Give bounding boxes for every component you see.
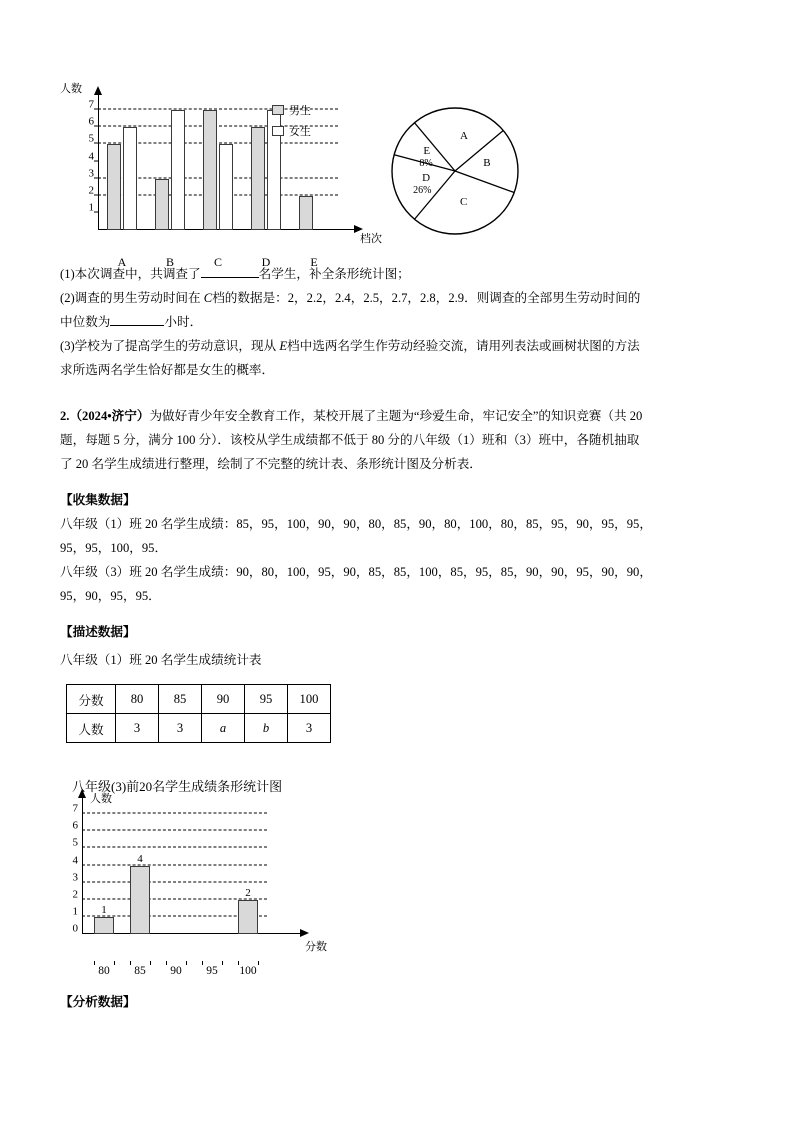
bar-chart-2-y-tick-1: 1 (72, 905, 78, 918)
bar-chart-1-bar-male-E (299, 196, 313, 230)
bar-chart-2-x-axis-arrow (300, 929, 309, 937)
q2-class1-data-line1: 八年级（1）班 20 名学生成绩：85，95，100，90，90，80，85，90，80，100，80，85，95，90，95，95， (60, 517, 652, 531)
bar-chart-2-x-tickmark (166, 961, 167, 965)
q1-part2-line1 (60, 286, 736, 310)
pie-slice-label-E: E (423, 145, 431, 158)
table-cell-count-3: b (245, 714, 288, 743)
table-cell-score-2: 90 (202, 685, 245, 714)
table-cell-count-1: 3 (159, 714, 202, 743)
bar-chart-2-category-100: 100 (239, 965, 257, 977)
q1-part3-line1 (60, 334, 736, 358)
q1-part2-prefix: (2)调查的男生劳动时间在 (60, 291, 204, 305)
pie-slice-label-C: C (459, 196, 468, 209)
legend-label-female: 女生 (289, 125, 311, 138)
bar-chart-2-x-tickmark (114, 961, 115, 965)
bar-chart-2-category-85: 85 (134, 965, 146, 977)
bar-chart-2-gridline (82, 881, 267, 882)
table-header-score: 分数 (67, 685, 116, 714)
bar-chart-2-category-95: 95 (206, 965, 218, 977)
q2-body-line2: 题，每题 5 分，满分 100 分）．该校从学生成绩都不低于 80 分的八年级（1）班和（3）班中，各随机抽取 (60, 433, 640, 447)
bar-chart-1-y-tick-4: 4 (88, 150, 94, 163)
bar-chart-2-y-tick-6: 6 (72, 819, 78, 832)
bar-chart-2-gridline (82, 864, 267, 865)
bar-chart-1-category-E: E (310, 255, 318, 269)
q1-part2-median-prefix: 中位数为 (60, 315, 111, 329)
q1-part2-blank (110, 325, 164, 326)
table-cell-count-4: 3 (288, 714, 331, 743)
q2-section-analyze-data: 【分析数据】 (60, 995, 136, 1009)
bar-chart-2-y-tick-4: 4 (72, 854, 78, 867)
table-cell-count-0: 3 (116, 714, 159, 743)
bar-chart-2-value-label-100: 2 (245, 886, 251, 899)
legend-swatch-female-icon (272, 126, 284, 136)
bar-chart-1-y-tickmark (94, 194, 98, 195)
table-header-count: 人数 (67, 714, 116, 743)
bar-chart-1-bar-male-A (107, 144, 121, 230)
q2-section-describe-data: 【描述数据】 (60, 625, 136, 639)
table-row-counts (67, 714, 331, 743)
bar-chart-2-gridline (82, 830, 267, 831)
bar-chart-2-value-label-80: 1 (101, 903, 107, 916)
table-cell-score-1: 85 (159, 685, 202, 714)
bar-chart-2-x-tickmark (186, 961, 187, 965)
pie-slice-label-B: B (483, 157, 491, 170)
q2-class3-data-line2: 95，90，95，95． (60, 589, 161, 603)
bar-chart-2-gridline (82, 813, 267, 814)
bar-chart-1-y-axis-arrow (94, 86, 102, 95)
table-cell-score-0: 80 (116, 685, 159, 714)
bar-chart-1-bar-male-D (251, 127, 265, 230)
q1-part1-suffix: 名学生，补全条形统计图； (258, 267, 410, 281)
bar-chart-1-legend (272, 102, 311, 144)
bar-chart-2-value-label-85: 4 (137, 852, 143, 865)
bar-chart-2-x-tickmark (130, 961, 131, 965)
bar-chart-1-category-A: A (117, 255, 127, 269)
bar-chart-2-bar-100 (238, 900, 258, 934)
q2-table-caption: 八年级（1）班 20 名学生成绩统计表 (60, 653, 262, 667)
q1-part3-line2: 求所选两名学生恰好都是女生的概率． (60, 363, 275, 377)
q1-part2-grade-letter: C (203, 291, 213, 305)
bar-chart-2-y-tick-7: 7 (72, 802, 78, 815)
q1-part2-median-suffix: 小时． (164, 315, 203, 329)
q1-part3-grade-letter: E (279, 339, 288, 353)
bar-chart-1-y-tickmark (94, 160, 98, 161)
legend-label-male: 男生 (289, 104, 311, 117)
bar-chart-2-category-90: 90 (170, 965, 182, 977)
bar-chart-2-category-80: 80 (98, 965, 110, 977)
q2-source: （2024•济宁） (69, 409, 150, 423)
table-cell-score-4: 100 (288, 685, 331, 714)
figure-row-top (60, 78, 740, 269)
q2-heading-line1 (60, 404, 736, 428)
table-cell-score-3: 95 (245, 685, 288, 714)
bar-chart-2-y-axis-label: 人数 (90, 792, 112, 805)
bar-chart-1-y-tickmark (94, 126, 98, 127)
bar-chart-1-category-B: B (165, 255, 175, 269)
bar-chart-2-x-tickmark (258, 961, 259, 965)
bar-chart-1-y-tickmark (94, 211, 98, 212)
bar-chart-2-y-tick-5: 5 (72, 836, 78, 849)
legend-item-female (272, 123, 311, 139)
q2-body-line3: 了 20 名学生成绩进行整理，绘制了不完整的统计表、条形统计图及分析表． (60, 457, 482, 471)
bar-chart-1-y-tick-7: 7 (88, 98, 94, 111)
bar-chart-1-y-tickmark (94, 109, 98, 110)
bar-chart-1-bar-male-C (203, 110, 217, 230)
bar-chart-2-y-tick-2: 2 (72, 888, 78, 901)
q1-part2-rest: 档的数据是：2，2.2，2.4，2.5，2.7，2.8，2.9．则调查的全部男生劳动时间的 (212, 291, 641, 305)
bar-chart-2-x-axis-label: 分数 (305, 940, 327, 953)
bar-chart-1-y-tick-3: 3 (88, 167, 94, 180)
bar-chart-1-bar-female-C (219, 144, 233, 230)
bar-chart-1-bar-female-B (171, 110, 185, 230)
bar-chart-2-gridline (82, 847, 267, 848)
bar-chart-1-bar-male-B (155, 179, 169, 230)
pie-chart-svg (390, 106, 520, 236)
pie-slice-label-A: A (459, 129, 468, 142)
bar-chart-1-y-tick-5: 5 (88, 132, 94, 145)
q1-part1-blank (201, 277, 259, 278)
pie-slice-percent-D: 26% (413, 185, 432, 197)
bar-chart-1-y-tick-6: 6 (88, 115, 94, 128)
bar-chart-2-title: 八年级(3)前20名学生成绩条形统计图 (72, 779, 283, 794)
bar-chart-1-category-D: D (261, 255, 271, 269)
bar-chart-2-bar-80 (94, 917, 114, 934)
bar-chart-1-category-C: C (213, 255, 223, 269)
bar-chart-1-y-tickmark (94, 143, 98, 144)
bar-chart-2-bar-85 (130, 866, 150, 934)
bar-chart-1-y-tick-1: 1 (88, 201, 94, 214)
pie-slice-label-D: D (422, 172, 431, 185)
q1-part1 (60, 262, 736, 286)
q2-class3-data-line1: 八年级（3）班 20 名学生成绩：90，80，100，95，90，85，85，100，85，95，85，90，90，95，90，90， (60, 565, 652, 579)
bar-chart-1-bar-female-A (123, 127, 137, 230)
q2-body-line1: 为做好青少年安全教育工作，某校开展了主题为“珍爱生命，牢记安全”的知识竞赛（共 20 (149, 409, 643, 423)
table-cell-count-2: a (202, 714, 245, 743)
bar-chart-2-plot-area (72, 802, 282, 977)
bar-chart-2-y-tick-3: 3 (72, 871, 78, 884)
q2-class1-data-line2: 95，95，100，95． (60, 541, 168, 555)
q1-part3-rest: 档中选两名学生作劳动经验交流，请用列表法或画树状图的方法 (287, 339, 640, 353)
q2-section-collect-data: 【收集数据】 (60, 493, 136, 507)
bar-chart-1-x-axis-label: 档次 (360, 232, 382, 245)
bar-chart-1-y-tickmark (94, 177, 98, 178)
bar-chart-2-y-axis-arrow (78, 789, 86, 798)
bar-chart-class3-scores (60, 776, 390, 981)
table-row-scores (67, 685, 331, 714)
bar-chart-2-y-tick-0: 0 (72, 922, 78, 935)
legend-swatch-male-icon (272, 105, 284, 115)
bar-chart-2-x-tickmark (222, 961, 223, 965)
bar-chart-2-x-tickmark (94, 961, 95, 965)
q1-part3-prefix: (3)学校为了提高学生的劳动意识，现从 (60, 339, 280, 353)
bar-chart-2-x-tickmark (202, 961, 203, 965)
bar-chart-2-x-tickmark (150, 961, 151, 965)
q1-part1-prefix: (1)本次调查中，共调查了 (60, 267, 201, 281)
q2-number: 2. (60, 409, 70, 423)
bar-chart-1-y-axis-label: 人数 (60, 82, 82, 95)
pie-slice-percent-E: 8% (419, 158, 433, 170)
legend-item-male (272, 102, 311, 118)
q1-part2-line2 (60, 310, 736, 334)
score-statistics-table (66, 684, 331, 743)
pie-chart-labor-grades (390, 106, 520, 236)
grouped-bar-chart-labor-hours (60, 78, 382, 269)
bar-chart-1-y-tick-2: 2 (88, 184, 94, 197)
